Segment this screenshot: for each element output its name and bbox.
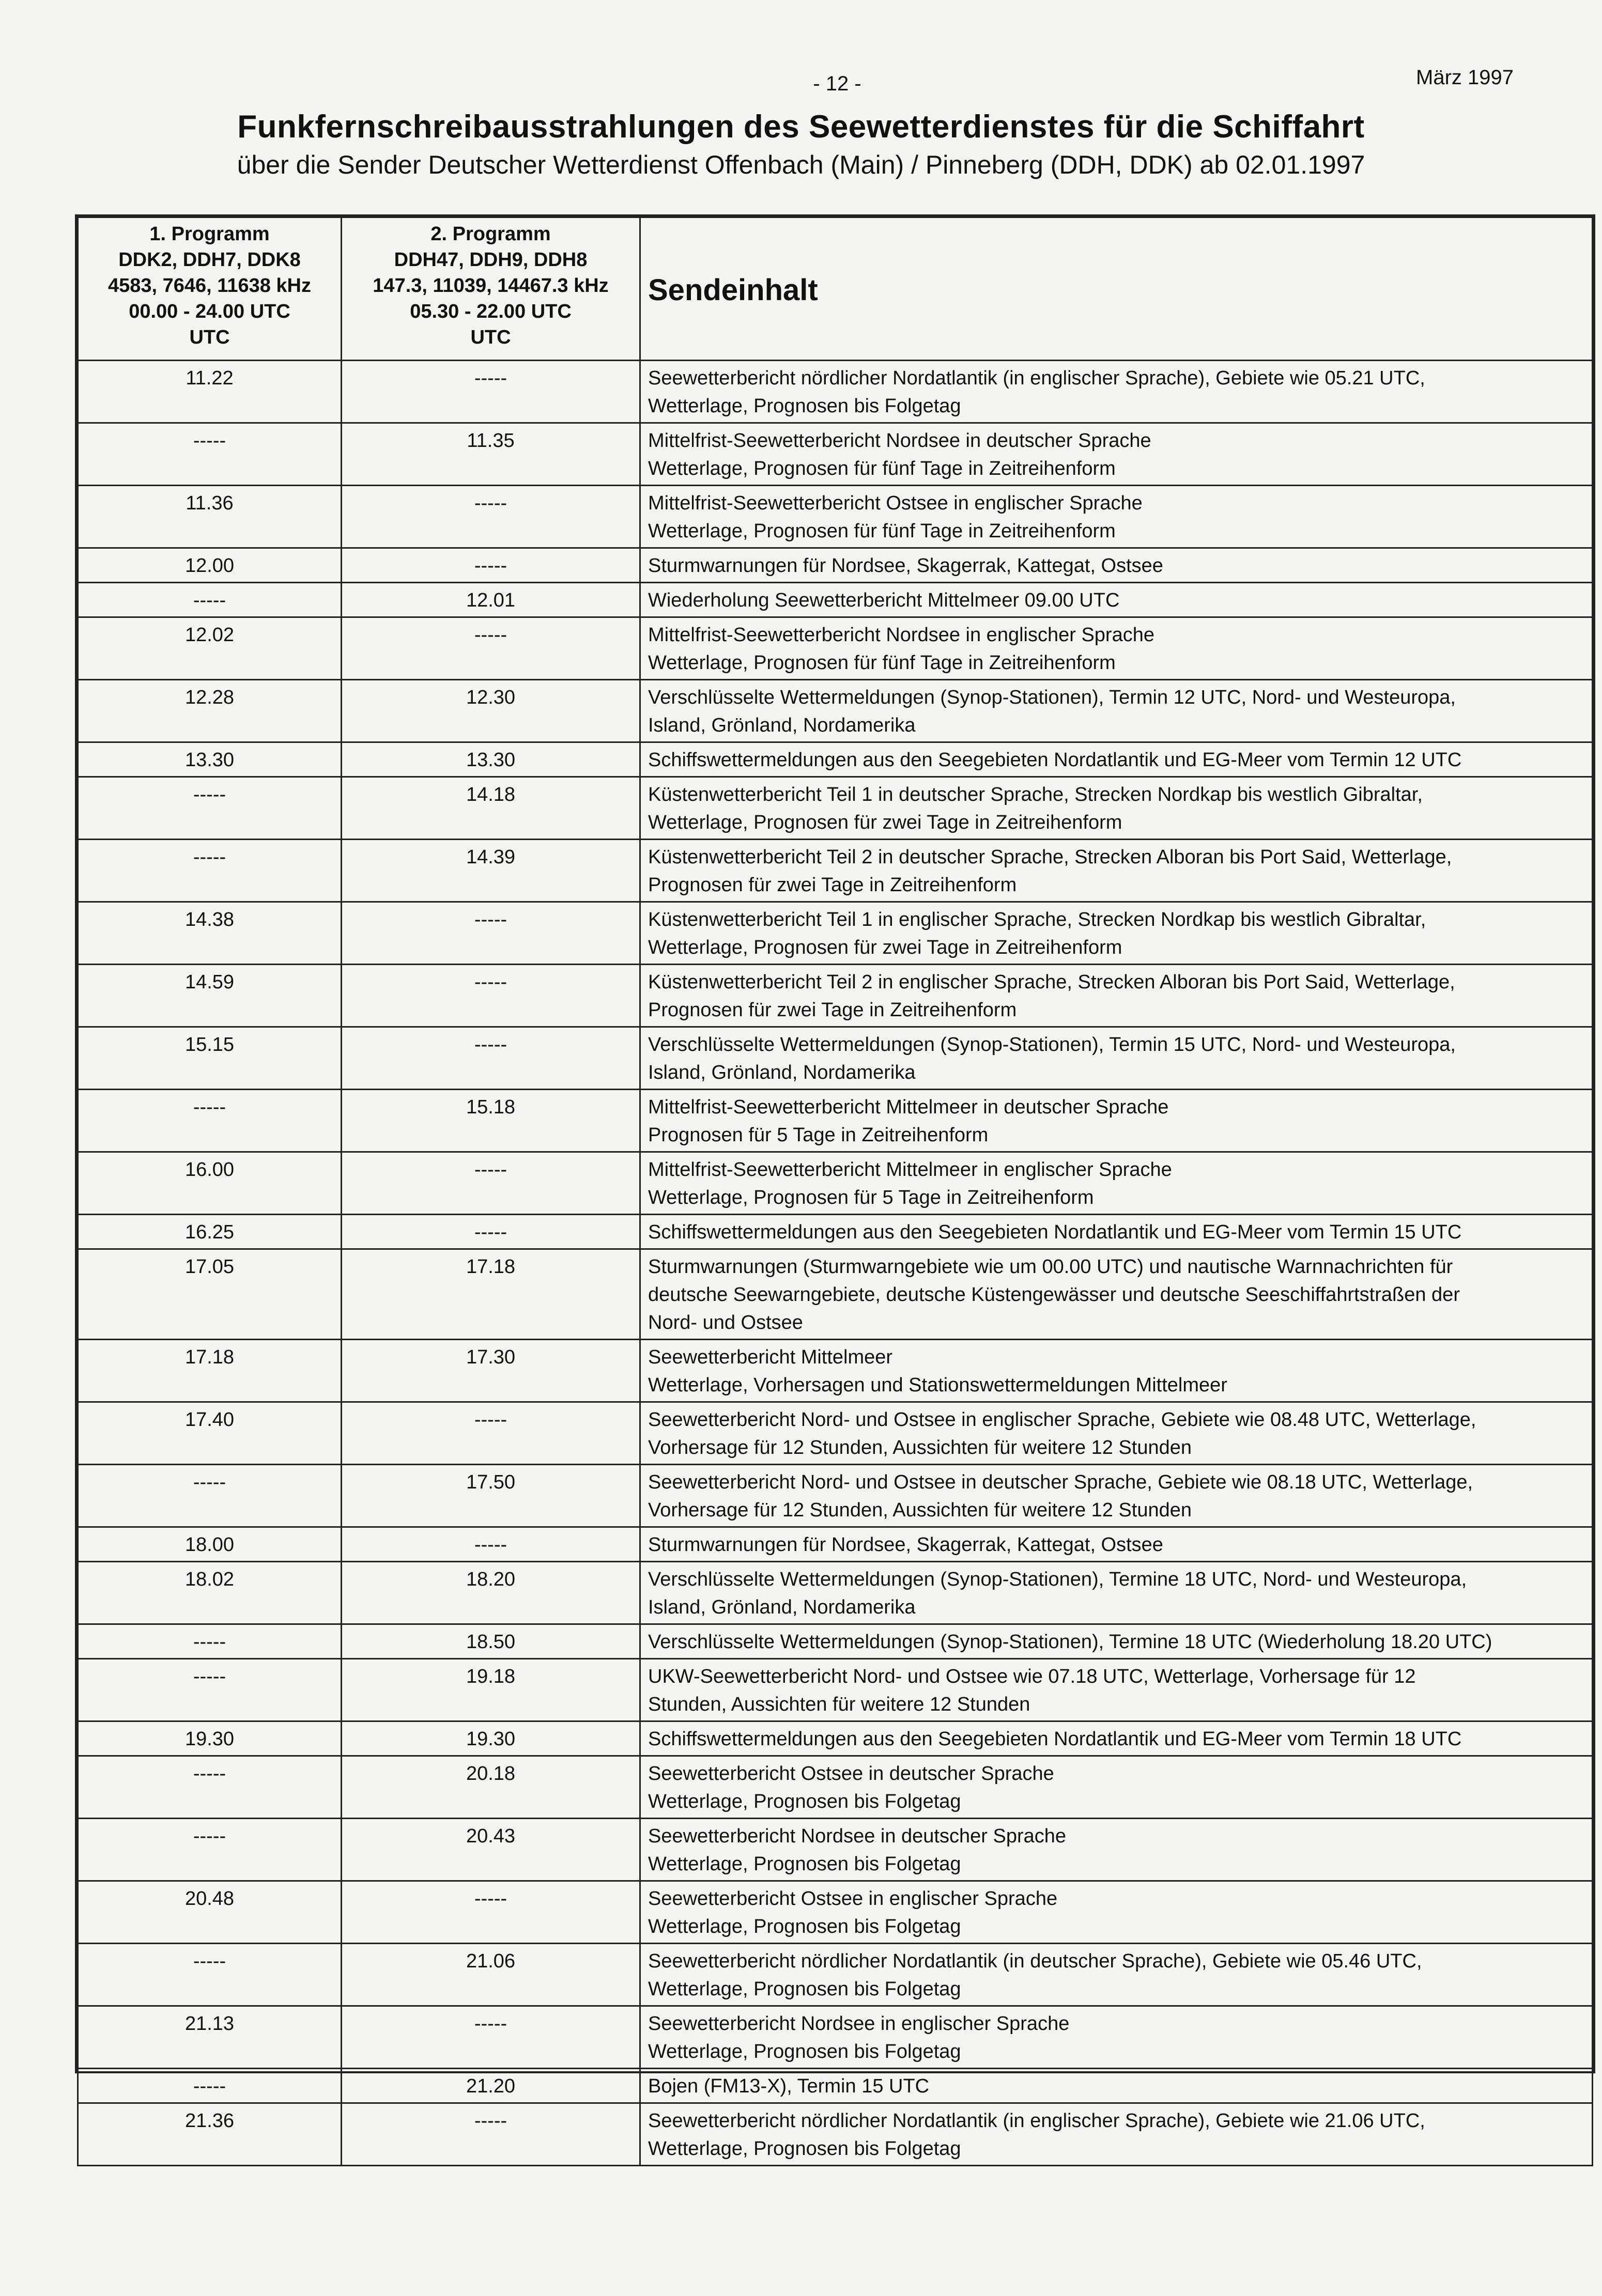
sendeinhalt-cell — [640, 742, 1593, 777]
programm-1-time: 17.18 — [78, 1340, 342, 1402]
programm-1-time: ----- — [78, 1819, 342, 1881]
programm-1-time: 17.40 — [78, 1402, 342, 1465]
sendeinhalt-line: Wetterlage, Prognosen bis Folgetag — [648, 2041, 961, 2062]
sendeinhalt-line: Bojen (FM13-X), Termin 15 UTC — [648, 2075, 930, 2097]
sendeinhalt-line: Wetterlage, Prognosen bis Folgetag — [648, 1916, 961, 1937]
sendeinhalt-line: Küstenwetterbericht Teil 2 in deutscher Sprache, Strecken Alboran bis Port Said, Wetterlage, — [648, 846, 1452, 868]
table-row — [78, 423, 1593, 486]
sendeinhalt-line: Wetterlage, Vorhersagen und Stationswettermeldungen Mittelmeer — [648, 1374, 1227, 1396]
sendeinhalt-cell — [640, 361, 1593, 423]
sendeinhalt-line: Mittelfrist-Seewetterbericht Nordsee in englischer Sprache — [648, 624, 1154, 646]
document-date: März 1997 — [1416, 66, 1514, 89]
sendeinhalt-line: Seewetterbericht Nordsee in deutscher Sprache — [648, 1825, 1067, 1847]
header-line: UTC — [189, 327, 230, 348]
programm-2-time: 12.30 — [342, 680, 640, 742]
sendeinhalt-line: Seewetterbericht nördlicher Nordatlantik (in englischer Sprache), Gebiete wie 21.06 UTC, — [648, 2110, 1425, 2132]
table-row — [78, 742, 1593, 777]
sendeinhalt-line: Mittelfrist-Seewetterbericht Nordsee in deutscher Sprache — [648, 430, 1151, 452]
table-row — [78, 1881, 1593, 1944]
sendeinhalt-line: Wetterlage, Prognosen bis Folgetag — [648, 1978, 961, 2000]
sendeinhalt-cell — [640, 1402, 1593, 1465]
sendeinhalt-cell — [640, 1027, 1593, 1090]
sendeinhalt-line: Island, Grönland, Nordamerika — [648, 715, 916, 736]
sendeinhalt-line: Wiederholung Seewetterbericht Mittelmeer 09.00 UTC — [648, 589, 1120, 611]
sendeinhalt-line: Vorhersage für 12 Stunden, Aussichten für weitere 12 Stunden — [648, 1499, 1192, 1521]
sendeinhalt-cell — [640, 617, 1593, 680]
programm-2-time: 13.30 — [342, 742, 640, 777]
sendeinhalt-line: Sturmwarnungen für Nordsee, Skagerrak, Kattegat, Ostsee — [648, 1534, 1163, 1556]
sendeinhalt-line: Seewetterbericht Nord- und Ostsee in deutscher Sprache, Gebiete wie 08.18 UTC, Wetterlage, — [648, 1471, 1473, 1493]
programm-1-time: 12.28 — [78, 680, 342, 742]
programm-1-time: ----- — [78, 1659, 342, 1721]
sendeinhalt-cell — [640, 1659, 1593, 1721]
sendeinhalt-line: Seewetterbericht Ostsee in englischer Sprache — [648, 1888, 1058, 1910]
sendeinhalt-cell — [640, 486, 1593, 548]
sendeinhalt-line: Wetterlage, Prognosen für fünf Tage in Zeitreihenform — [648, 458, 1116, 479]
table-row — [78, 1465, 1593, 1527]
programm-1-time: ----- — [78, 1090, 342, 1152]
programm-2-time: 12.01 — [342, 583, 640, 617]
sendeinhalt-line: Prognosen für 5 Tage in Zeitreihenform — [648, 1124, 989, 1146]
sendeinhalt-cell — [640, 840, 1593, 902]
schedule-rows — [78, 361, 1593, 2166]
programm-1-time: ----- — [78, 777, 342, 840]
table-row — [78, 1756, 1593, 1819]
table-row — [78, 1721, 1593, 1756]
sendeinhalt-line: Schiffswettermeldungen aus den Seegebieten Nordatlantik und EG-Meer vom Termin 15 UTC — [648, 1221, 1462, 1243]
sendeinhalt-cell — [640, 1340, 1593, 1402]
programm-1-time: ----- — [78, 423, 342, 486]
header-line: 00.00 - 24.00 UTC — [129, 301, 290, 322]
table-row — [78, 680, 1593, 742]
sendeinhalt-line: deutsche Seewarngebiete, deutsche Küstengewässer und deutsche Seeschiffahrtstraßen der — [648, 1284, 1460, 1306]
sendeinhalt-cell — [640, 548, 1593, 583]
programm-2-time: ----- — [342, 486, 640, 548]
programm-2-time: 14.39 — [342, 840, 640, 902]
sendeinhalt-line: Schiffswettermeldungen aus den Seegebieten Nordatlantik und EG-Meer vom Termin 12 UTC — [648, 749, 1462, 771]
sendeinhalt-cell — [640, 1152, 1593, 1215]
page-number: - 12 - — [813, 72, 861, 95]
sendeinhalt-cell — [640, 1090, 1593, 1152]
sendeinhalt-line: Nord- und Ostsee — [648, 1312, 803, 1333]
sendeinhalt-line: Wetterlage, Prognosen bis Folgetag — [648, 2138, 961, 2160]
sendeinhalt-cell — [640, 1756, 1593, 1819]
table-row — [78, 1659, 1593, 1721]
document-subtitle: über die Sender Deutscher Wetterdienst Offenbach (Main) / Pinneberg (DDH, DDK) ab 02.01.1997 — [237, 150, 1365, 179]
header-line: 05.30 - 22.00 UTC — [410, 301, 572, 322]
sendeinhalt-cell — [640, 1624, 1593, 1659]
header-line: UTC — [470, 327, 511, 348]
sendeinhalt-line: UKW-Seewetterbericht Nord- und Ostsee wie 07.18 UTC, Wetterlage, Vorhersage für 12 — [648, 1666, 1416, 1687]
programm-1-time: 20.48 — [78, 1881, 342, 1944]
programm-2-time: 18.20 — [342, 1562, 640, 1624]
sendeinhalt-cell — [640, 2069, 1593, 2103]
sendeinhalt-line: Prognosen für zwei Tage in Zeitreihenform — [648, 874, 1017, 896]
table-row — [78, 1027, 1593, 1090]
table-row — [78, 2069, 1593, 2103]
programm-1-time: ----- — [78, 1944, 342, 2006]
programm-2-time: ----- — [342, 902, 640, 965]
programm-1-time: ----- — [78, 1465, 342, 1527]
sendeinhalt-cell — [640, 1944, 1593, 2006]
programm-1-time: 21.36 — [78, 2103, 342, 2166]
sendeinhalt-line: Wetterlage, Prognosen bis Folgetag — [648, 1791, 961, 1812]
programm-2-time: 21.06 — [342, 1944, 640, 2006]
sendeinhalt-line: Schiffswettermeldungen aus den Seegebieten Nordatlantik und EG-Meer vom Termin 18 UTC — [648, 1728, 1462, 1750]
header-programm-2 — [342, 218, 640, 361]
programm-1-time: 14.59 — [78, 965, 342, 1027]
programm-2-time: 15.18 — [342, 1090, 640, 1152]
programm-1-time: 12.02 — [78, 617, 342, 680]
table-row — [78, 840, 1593, 902]
sendeinhalt-cell — [640, 2103, 1593, 2166]
sendeinhalt-cell — [640, 1215, 1593, 1249]
table-row — [78, 965, 1593, 1027]
table-row — [78, 1340, 1593, 1402]
programm-2-time: ----- — [342, 1527, 640, 1562]
table-row — [78, 1562, 1593, 1624]
sendeinhalt-line: Mittelfrist-Seewetterbericht Mittelmeer in deutscher Sprache — [648, 1096, 1169, 1118]
programm-1-time: 18.02 — [78, 1562, 342, 1624]
table-row — [78, 1152, 1593, 1215]
schedule-table — [77, 216, 1593, 2166]
programm-1-time: 14.38 — [78, 902, 342, 965]
programm-1-time: 16.00 — [78, 1152, 342, 1215]
programm-1-time: 15.15 — [78, 1027, 342, 1090]
table-row — [78, 1819, 1593, 1881]
sendeinhalt-line: Mittelfrist-Seewetterbericht Mittelmeer in englischer Sprache — [648, 1159, 1172, 1181]
sendeinhalt-line: Verschlüsselte Wettermeldungen (Synop-Stationen), Termine 18 UTC, Nord- und Westeuropa, — [648, 1569, 1467, 1590]
table-row — [78, 1215, 1593, 1249]
schedule-table-frame — [75, 214, 1595, 2160]
programm-2-time: ----- — [342, 548, 640, 583]
sendeinhalt-cell — [640, 1881, 1593, 1944]
sendeinhalt-cell — [640, 423, 1593, 486]
sendeinhalt-cell — [640, 965, 1593, 1027]
header-line: DDK2, DDH7, DDK8 — [118, 249, 301, 271]
sendeinhalt-line: Stunden, Aussichten für weitere 12 Stunden — [648, 1694, 1030, 1715]
sendeinhalt-line: Wetterlage, Prognosen bis Folgetag — [648, 1853, 961, 1875]
sendeinhalt-line: Prognosen für zwei Tage in Zeitreihenform — [648, 999, 1017, 1021]
header-line: 2. Programm — [430, 223, 551, 245]
sendeinhalt-line: Wetterlage, Prognosen für fünf Tage in Zeitreihenform — [648, 652, 1116, 674]
sendeinhalt-line: Wetterlage, Prognosen für 5 Tage in Zeitreihenform — [648, 1187, 1094, 1208]
programm-2-time: 19.30 — [342, 1721, 640, 1756]
header-line: 147.3, 11039, 14467.3 kHz — [373, 275, 609, 297]
sendeinhalt-line: Verschlüsselte Wettermeldungen (Synop-Stationen), Termin 15 UTC, Nord- und Westeuropa, — [648, 1034, 1456, 1056]
table-row — [78, 1624, 1593, 1659]
table-row — [78, 361, 1593, 423]
programm-2-time: ----- — [342, 965, 640, 1027]
programm-2-time: ----- — [342, 1215, 640, 1249]
sendeinhalt-line: Sturmwarnungen (Sturmwarngebiete wie um 00.00 UTC) und nautische Warnnachrichten für — [648, 1256, 1453, 1278]
sendeinhalt-line: Seewetterbericht nördlicher Nordatlantik (in englischer Sprache), Gebiete wie 05.21 UTC, — [648, 367, 1425, 389]
programm-2-time: ----- — [342, 2103, 640, 2166]
programm-2-time: ----- — [342, 617, 640, 680]
sendeinhalt-line: Küstenwetterbericht Teil 1 in deutscher Sprache, Strecken Nordkap bis westlich Gibraltar, — [648, 784, 1423, 805]
table-row — [78, 1090, 1593, 1152]
programm-2-time: 20.18 — [342, 1756, 640, 1819]
sendeinhalt-line: Seewetterbericht Nord- und Ostsee in englischer Sprache, Gebiete wie 08.48 UTC, Wetterlage, — [648, 1409, 1476, 1431]
header-line: 1. Programm — [149, 223, 270, 245]
table-row — [78, 1944, 1593, 2006]
sendeinhalt-line: Island, Grönland, Nordamerika — [648, 1062, 916, 1083]
sendeinhalt-line: Wetterlage, Prognosen für fünf Tage in Zeitreihenform — [648, 520, 1116, 542]
sendeinhalt-cell — [640, 1562, 1593, 1624]
table-row — [78, 2006, 1593, 2069]
programm-2-time: ----- — [342, 361, 640, 423]
header-line: DDH47, DDH9, DDH8 — [394, 249, 588, 271]
table-row — [78, 617, 1593, 680]
sendeinhalt-cell — [640, 1465, 1593, 1527]
sendeinhalt-line: Mittelfrist-Seewetterbericht Ostsee in englischer Sprache — [648, 492, 1143, 514]
header-line: 4583, 7646, 11638 kHz — [107, 275, 311, 297]
programm-2-time: 17.30 — [342, 1340, 640, 1402]
programm-2-time: ----- — [342, 1027, 640, 1090]
programm-2-time: 17.50 — [342, 1465, 640, 1527]
sendeinhalt-cell — [640, 583, 1593, 617]
programm-1-time: 17.05 — [78, 1249, 342, 1340]
sendeinhalt-line: Verschlüsselte Wettermeldungen (Synop-Stationen), Termine 18 UTC (Wiederholung 18.20 UTC) — [648, 1631, 1492, 1653]
sendeinhalt-cell — [640, 1527, 1593, 1562]
programm-1-time: ----- — [78, 2069, 342, 2103]
programm-2-time: 19.18 — [342, 1659, 640, 1721]
programm-2-time: 18.50 — [342, 1624, 640, 1659]
sendeinhalt-cell — [640, 1819, 1593, 1881]
table-row — [78, 1527, 1593, 1562]
programm-1-time: ----- — [78, 1624, 342, 1659]
sendeinhalt-cell — [640, 1721, 1593, 1756]
sendeinhalt-cell — [640, 2006, 1593, 2069]
table-row — [78, 1402, 1593, 1465]
header-sendeinhalt: Sendeinhalt — [640, 218, 1593, 361]
table-row — [78, 486, 1593, 548]
sendeinhalt-cell — [640, 680, 1593, 742]
programm-1-time: 12.00 — [78, 548, 342, 583]
sendeinhalt-line: Sturmwarnungen für Nordsee, Skagerrak, Kattegat, Ostsee — [648, 555, 1163, 577]
page-header — [0, 62, 1602, 98]
table-row — [78, 777, 1593, 840]
table-row — [78, 2103, 1593, 2166]
sendeinhalt-cell — [640, 777, 1593, 840]
table-row — [78, 1249, 1593, 1340]
table-header-row — [78, 218, 1593, 361]
document-title: Funkfernschreibausstrahlungen des Seewetterdienstes für die Schiffahrt — [237, 109, 1365, 145]
sendeinhalt-line: Küstenwetterbericht Teil 1 in englischer Sprache, Strecken Nordkap bis westlich Gibraltar, — [648, 909, 1426, 930]
programm-1-time: ----- — [78, 1756, 342, 1819]
programm-1-time: 21.13 — [78, 2006, 342, 2069]
programm-2-time: ----- — [342, 1402, 640, 1465]
programm-2-time: ----- — [342, 2006, 640, 2069]
programm-2-time: ----- — [342, 1881, 640, 1944]
sendeinhalt-cell — [640, 1249, 1593, 1340]
sendeinhalt-line: Küstenwetterbericht Teil 2 in englischer Sprache, Strecken Alboran bis Port Said, Wetterlage, — [648, 971, 1455, 993]
sendeinhalt-cell — [640, 902, 1593, 965]
table-row — [78, 902, 1593, 965]
programm-1-time: 11.36 — [78, 486, 342, 548]
programm-2-time: 21.20 — [342, 2069, 640, 2103]
programm-1-time: 13.30 — [78, 742, 342, 777]
sendeinhalt-line: Seewetterbericht Nordsee in englischer Sprache — [648, 2013, 1070, 2035]
sendeinhalt-line: Wetterlage, Prognosen bis Folgetag — [648, 395, 961, 417]
sendeinhalt-line: Seewetterbericht nördlicher Nordatlantik (in deutscher Sprache), Gebiete wie 05.46 UTC, — [648, 1950, 1422, 1972]
header-programm-1 — [78, 218, 342, 361]
programm-2-time: 14.18 — [342, 777, 640, 840]
sendeinhalt-line: Wetterlage, Prognosen für zwei Tage in Zeitreihenform — [648, 937, 1122, 958]
programm-1-time: ----- — [78, 583, 342, 617]
programm-2-time: ----- — [342, 1152, 640, 1215]
programm-2-time: 20.43 — [342, 1819, 640, 1881]
table-row — [78, 583, 1593, 617]
programm-1-time: ----- — [78, 840, 342, 902]
programm-1-time: 16.25 — [78, 1215, 342, 1249]
sendeinhalt-line: Island, Grönland, Nordamerika — [648, 1596, 916, 1618]
sendeinhalt-line: Verschlüsselte Wettermeldungen (Synop-Stationen), Termin 12 UTC, Nord- und Westeuropa, — [648, 687, 1456, 708]
programm-2-time: 17.18 — [342, 1249, 640, 1340]
table-row — [78, 548, 1593, 583]
sendeinhalt-line: Seewetterbericht Ostsee in deutscher Sprache — [648, 1763, 1054, 1785]
programm-1-time: 18.00 — [78, 1527, 342, 1562]
programm-1-time: 19.30 — [78, 1721, 342, 1756]
programm-1-time: 11.22 — [78, 361, 342, 423]
programm-2-time: 11.35 — [342, 423, 640, 486]
sendeinhalt-line: Vorhersage für 12 Stunden, Aussichten für weitere 12 Stunden — [648, 1437, 1192, 1459]
sendeinhalt-line: Wetterlage, Prognosen für zwei Tage in Zeitreihenform — [648, 812, 1122, 833]
sendeinhalt-line: Seewetterbericht Mittelmeer — [648, 1346, 893, 1368]
